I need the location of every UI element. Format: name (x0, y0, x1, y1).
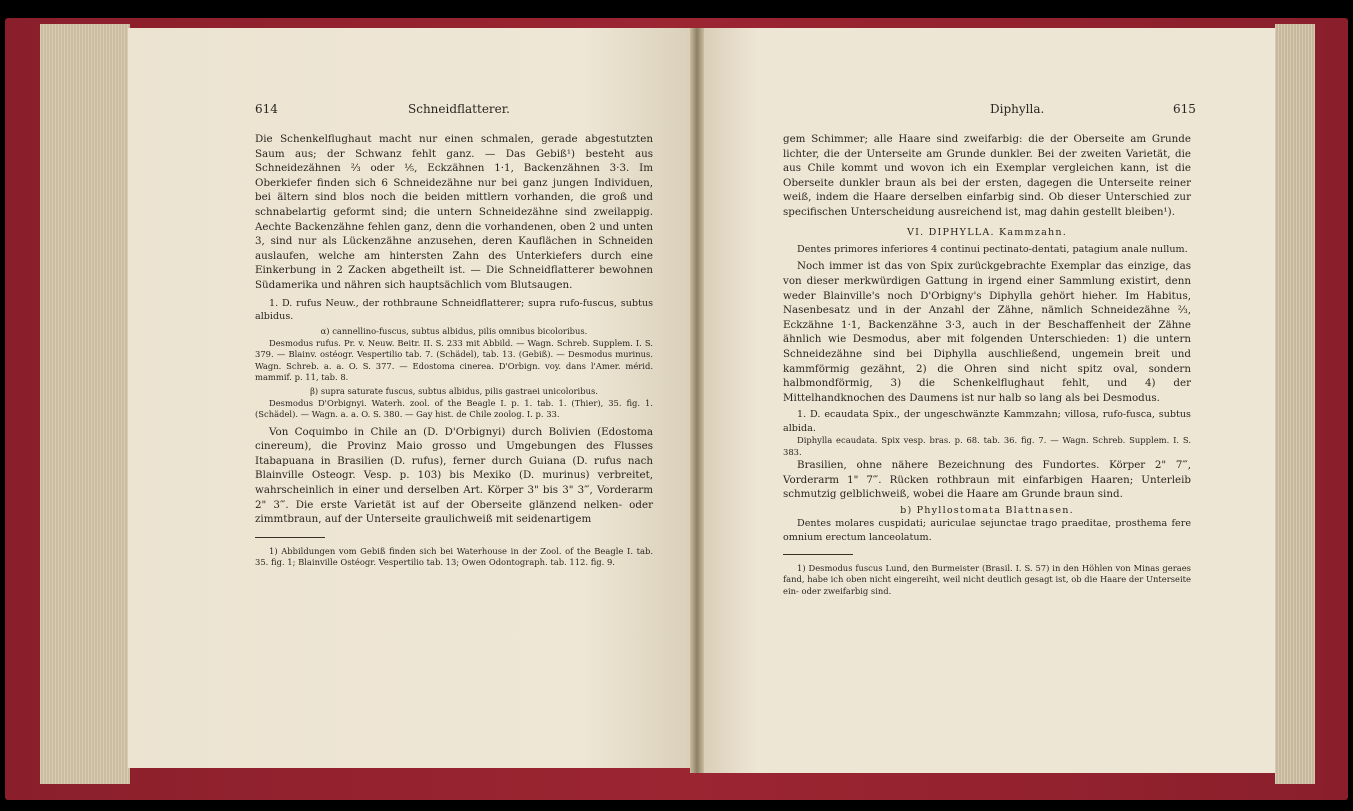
subfamily-heading: b) Phyllostomata Blattnasen. (900, 504, 1074, 516)
footnote-rule (255, 537, 325, 538)
variety-alpha: α) cannellino-fuscus, subtus albidus, pilis omnibus bicoloribus. (320, 326, 588, 337)
subfamily-diagnosis: Dentes molares cuspidati; auriculae sejunctae trago praeditae, prosthema fere omnium erectum lanceolatum. (783, 518, 1191, 543)
genus-heading-diphylla: VI. DIPHYLLA. Kammzahn. (906, 226, 1068, 238)
right-running-head: Diphylla. (990, 102, 1045, 116)
left-running-head: Schneidflatterer. (408, 102, 510, 116)
left-paragraph-1: Die Schenkelflughaut macht nur einen schmalen, gerade abgestutzten Saum aus; der Schwanz fehlt ganz. — Das Gebiß¹) besteht aus Schneidezähnen ⅔ oder ⅕, Eckzähnen 1·1, Backenzähnen 3·3. Im Oberkiefer finden sich 6 Schneidezähne nur bei ganz jungen Individuen, bei ältern sind blos noch die beiden mittlern vorhanden, die groß und schnabelartig geformt sind; die untern Schneidezähne sind zweilappig. Aechte Backenzähne fehlen ganz, denn die vorhandenen, oben 2 und unten 3, sind nur als Lückenzähne anzusehen, deren Kauflächen in Schneiden auslaufen, welche am hintersten Zahn des Unterkiefers durch eine Einkerbung in 2 Zacken abgetheilt ist. — Die Schneidflatterer bewohnen Südamerika und nähren sich hauptsächlich vom Blutsaugen. (255, 133, 653, 291)
right-text-column (783, 132, 1191, 597)
right-paragraph-1: gem Schimmer; alle Haare sind zweifarbig: die der Oberseite am Grunde lichter, die der Unterseite am Grunde dunkler. Bei der zweiten Varietät, die aus Chile kommt und wovon ich ein Exemplar vergleichen kann, ist die Oberseite dunkler braun als bei der ersten, dagegen die Unterseite reiner weiß, indem die Haare derselben einfarbig sind. Ob dieser Unterschied zur specifischen Unterscheidung ausreichend ist, mag dahin gestellt bleiben¹). (783, 133, 1191, 218)
right-page-edges (1275, 24, 1315, 784)
right-page-number: 615 (1173, 102, 1196, 116)
synonymy-diphylla: Diphylla ecaudata. Spix vesp. bras. p. 68. tab. 36. fig. 7. — Wagn. Schreb. Supplem. I. S. 383. (783, 435, 1191, 457)
left-footnote: 1) Abbildungen vom Gebiß finden sich bei Waterhouse in der Zool. of the Beagle I. tab. 35. fig. 1; Blainville Ostéogr. Vespertilio tab. 13; Owen Odontograph. tab. 112. fig. 9. (255, 545, 653, 568)
left-page-number: 614 (255, 102, 278, 116)
species-diphylla-ecaudata: 1. D. ecaudata Spix., der ungeschwänzte Kammzahn; villosa, rufo-fusca, subtus albida. (783, 409, 1191, 434)
genus-diagnosis: Dentes primores inferiores 4 continui pectinato-dentati, patagium anale nullum. (797, 243, 1188, 255)
right-paragraph-3: Brasilien, ohne nähere Bezeichnung des Fundortes. Körper 2" 7‴, Vorderarm 1" 7‴. Rücken rothbraun mit einfarbigen Haaren; Unterleib schmutzig gelblichweiß, wobei die Haare am Grunde braun sind. (783, 458, 1191, 501)
left-text-column (255, 132, 653, 569)
book-gutter (690, 28, 704, 773)
left-page-edges (40, 24, 130, 784)
right-footnote: 1) Desmodus fuscus Lund, den Burmeister (Brasil. I. S. 57) in den Höhlen von Minas geraes fand, habe ich oben nicht eingereiht, weil nicht deutlich gesagt ist, ob die Haare der Unterseite ein- oder zweifarbig sind. (783, 562, 1191, 596)
right-footnote-rule (783, 554, 853, 555)
species-desmodus-rufus: 1. D. rufus Neuw., der rothbraune Schneidflatterer; supra rufo-fuscus, subtus albidus. (255, 297, 653, 322)
left-paragraph-2: Von Coquimbo in Chile an (D. D'Orbignyi) durch Bolivien (Edostoma cinereum), die Provinz Maio grosso und Umgebungen des Flusses Itabapuana in Brasilien (D. rufus), ferner durch Guiana (D. rufus nach Blainville Osteogr. Vesp. p. 103) bis Mexiko (D. murinus) verbreitet, wahrscheinlich in einer und derselben Art. Körper 3" bis 3" 3‴, Vorderarm 2" 3‴. Die erste Varietät ist auf der Oberseite glänzend nelken- oder zimmtbraun, auf der Unterseite graulichweiß mit seidenartigem (255, 425, 653, 526)
right-paragraph-2: Noch immer ist das von Spix zurückgebrachte Exemplar das einzige, das von dieser merkwürdigen Gattung in irgend einer Sammlung existirt, denn weder Blainville's noch D'Orbigny's Diphylla gehört hieher. Im Habitus, Nasenbesatz und in der Anzahl der Zähne, nämlich Schneidezähne ⅔, Eckzähne 1·1, Backenzähne 3·3, auch in der Beschaffenheit der Zähne ähnlich wie Desmodus, aber mit folgenden Unterschieden: 1) die untern Schneidezähne sind bei Diphylla auschließend, ungemein breit und kammförmig gezähnt, 2) die Ohren sind nicht spitz oval, sondern halbmondförmig, 3) die Schenkelflughaut fehlt, und 4) der Mittelhandknochen des Daumens ist nur halb so lang als bei Desmodus. (783, 260, 1191, 404)
variety-beta: β) supra saturate fuscus, subtus albidus, pilis gastraei unicoloribus. (310, 386, 598, 397)
synonymy-beta: Desmodus D'Orbignyi. Waterh. zool. of the Beagle I. p. 1. tab. 1. (Thier), 35. fig. 1. (Schädel). — Wagn. a. a. O. S. 380. — Gay hist. de Chile zoolog. I. p. 33. (255, 397, 653, 420)
synonymy-alpha: Desmodus rufus. Pr. v. Neuw. Beitr. II. S. 233 mit Abbild. — Wagn. Schreb. Supplem. I. S. 379. — Blainv. ostéogr. Vespertilio tab. 7. (Schädel), tab. 13. (Gebiß). — Desmodus murinus. Wagn. Schreb. a. a. O. S. 377. — Edostoma cinerea. D'Orbign. voy. dans l'Amer. mérid. mammif. p. 11, tab. 8. (255, 337, 653, 382)
